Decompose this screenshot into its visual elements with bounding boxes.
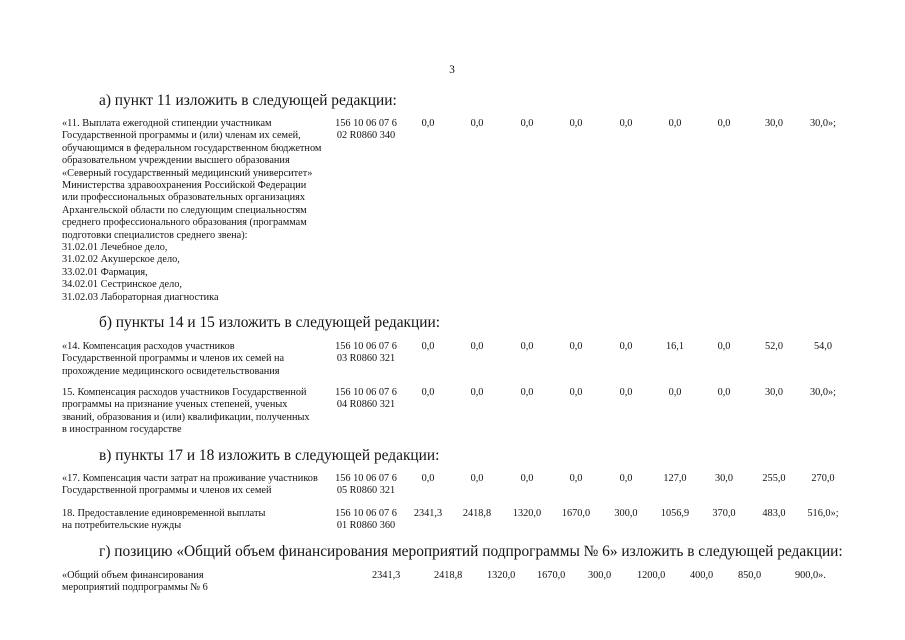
value-cell-7: 370,0	[712, 508, 736, 519]
code-line-2: 01 R0860 360	[336, 520, 396, 532]
row-description: 15. Компенсация расходов участников Государственной программы на признание ученых степеней, ученых званий, образования и (или) квалификации, полученных в иностранном государстве	[62, 387, 310, 436]
code-line-1: 156 10 06 07 6	[335, 118, 397, 129]
value-cell-1: 0,0	[421, 387, 435, 398]
value-cell-6: 0,0	[668, 118, 682, 129]
value-cell-1: 0,0	[421, 473, 435, 484]
value-cell-8: 483,0	[762, 508, 786, 519]
value-cell-1: 0,0	[421, 341, 435, 352]
value-cell-3: 0,0	[520, 473, 534, 484]
total-value-8: 850,0	[738, 570, 762, 581]
value-cell-2: 0,0	[470, 387, 484, 398]
code-line-1: 156 10 06 07 6	[335, 473, 397, 484]
total-value-4: 1670,0	[537, 570, 566, 581]
code-line-1: 156 10 06 07 6	[335, 341, 397, 352]
total-value-3: 1320,0	[487, 570, 516, 581]
section-heading: в) пункты 17 и 18 изложить в следующей редакции:	[99, 447, 440, 464]
budget-classification-code	[329, 387, 403, 412]
budget-classification-code	[329, 508, 403, 533]
value-cell-2: 0,0	[470, 473, 484, 484]
value-cell-7: 30,0	[714, 473, 734, 484]
value-cell-2: 2418,8	[462, 508, 492, 519]
value-cell-6: 127,0	[663, 473, 687, 484]
value-cell-9: 270,0	[811, 473, 835, 484]
page-number: 3	[449, 64, 455, 76]
code-line-1: 156 10 06 07 6	[335, 387, 397, 398]
total-value-7: 400,0	[690, 570, 714, 581]
value-cell-4: 0,0	[569, 118, 583, 129]
budget-classification-code	[329, 118, 403, 143]
total-value-1: 2341,3	[372, 570, 401, 581]
code-line-1: 156 10 06 07 6	[335, 508, 397, 519]
value-cell-5: 0,0	[619, 341, 633, 352]
value-cell-6: 0,0	[668, 387, 682, 398]
value-cell-8: 30,0	[764, 387, 784, 398]
value-cell-4: 0,0	[569, 473, 583, 484]
row-description: «11. Выплата ежегодной стипендии участникам Государственной программы и (или) членам их семей, обучающимся в федеральном государственном бюджетном образовательном учреждении высшего образования «Северный государственный медицинский университет» Министерства здравоохранения Российской Федерации или профессиональных образовательных организациях Архангельской области по следующим специальностям среднего профессионального образования (программам подготовки специалистов среднего звена): 31.02.01 Лечебное дело, 31.02.02 Акушерское дело, 33.02.01 Фармация, 34.02.01 Сестринское дело, 31.02.03 Лабораторная диагностика	[62, 118, 322, 303]
value-cell-3: 0,0	[520, 341, 534, 352]
value-cell-9: 54,0	[813, 341, 833, 352]
code-line-2: 03 R0860 321	[336, 353, 396, 365]
value-cell-9: 30,0»;	[809, 387, 837, 398]
total-value-9: 900,0».	[795, 570, 826, 581]
budget-classification-code	[329, 341, 403, 366]
value-cell-7: 0,0	[717, 341, 731, 352]
value-cell-1: 0,0	[421, 118, 435, 129]
value-cell-9: 30,0»;	[809, 118, 837, 129]
value-cell-5: 300,0	[614, 508, 638, 519]
code-line-2: 05 R0860 321	[336, 485, 396, 497]
value-cell-2: 0,0	[470, 341, 484, 352]
value-cell-2: 0,0	[470, 118, 484, 129]
value-cell-5: 0,0	[619, 387, 633, 398]
total-value-5: 300,0	[588, 570, 612, 581]
code-line-2: 02 R0860 340	[336, 130, 396, 142]
value-cell-8: 255,0	[762, 473, 786, 484]
section-heading: г) позицию «Общий объем финансирования мероприятий подпрограммы № 6» изложить в следующей редакции:	[99, 543, 843, 560]
value-cell-4: 0,0	[569, 341, 583, 352]
value-cell-8: 52,0	[764, 341, 784, 352]
value-cell-6: 1056,9	[660, 508, 690, 519]
budget-classification-code	[329, 473, 403, 498]
value-cell-7: 0,0	[717, 118, 731, 129]
value-cell-6: 16,1	[665, 341, 685, 352]
value-cell-7: 0,0	[717, 387, 731, 398]
row-description: «17. Компенсация части затрат на проживание участников Государственной программы и членов их семей	[62, 473, 318, 497]
value-cell-8: 30,0	[764, 118, 784, 129]
value-cell-5: 0,0	[619, 118, 633, 129]
code-line-2: 04 R0860 321	[336, 399, 396, 411]
section-heading: б) пункты 14 и 15 изложить в следующей редакции:	[99, 314, 440, 331]
value-cell-4: 1670,0	[561, 508, 591, 519]
total-value-2: 2418,8	[434, 570, 463, 581]
value-cell-3: 0,0	[520, 118, 534, 129]
section-heading: а) пункт 11 изложить в следующей редакции:	[99, 92, 397, 109]
row-description: 18. Предоставление единовременной выплаты на потребительские нужды	[62, 508, 266, 532]
value-cell-9: 516,0»;	[807, 508, 839, 519]
value-cell-4: 0,0	[569, 387, 583, 398]
value-cell-3: 0,0	[520, 387, 534, 398]
row-description: «Общий объем финансирования мероприятий подпрограммы № 6	[62, 570, 208, 594]
total-value-6: 1200,0	[637, 570, 666, 581]
value-cell-1: 2341,3	[413, 508, 443, 519]
value-cell-5: 0,0	[619, 473, 633, 484]
value-cell-3: 1320,0	[512, 508, 542, 519]
row-description: «14. Компенсация расходов участников Государственной программы и членов их семей на прохождение медицинского освидетельствования	[62, 341, 285, 377]
